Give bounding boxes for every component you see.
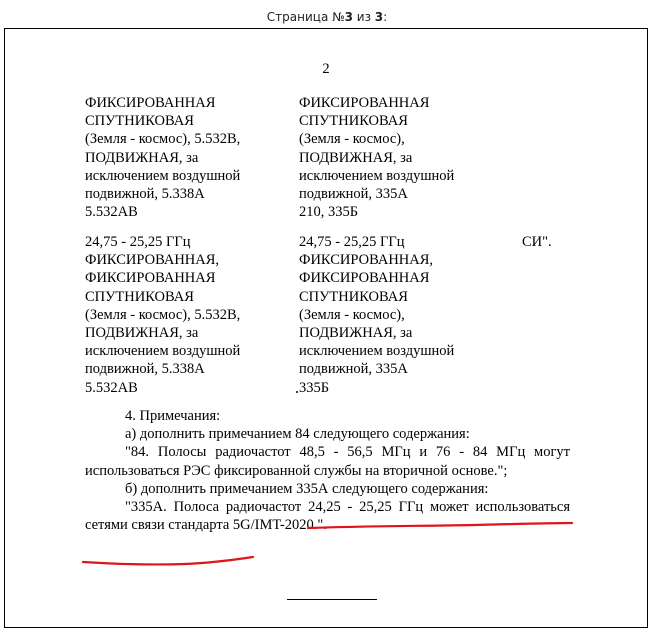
band-range-right: 24,75 - 25,25 ГГц [299, 234, 405, 250]
note-84-line-1: "84. Полосы радиочастот 48,5 - 56,5 МГц и 76 - 84 МГц могут [125, 444, 570, 461]
right-column-block-2 [299, 233, 454, 397]
left-column-block-2 [85, 233, 240, 397]
text-line: ФИКСИРОВАННАЯ [299, 95, 430, 111]
text-line: подвижной, 5.338А [85, 186, 205, 203]
page-label-mid: из [352, 10, 375, 24]
page-total: 3 [374, 10, 384, 24]
right-column-block-1 [299, 94, 454, 221]
page-number: 2 [322, 61, 330, 77]
text-line: исключением воздушной [299, 167, 455, 184]
text-line: ПОДВИЖНАЯ, за [299, 149, 413, 166]
note-84-line-2: использоваться РЭС фиксированной службы на вторичной основе."; [85, 462, 508, 479]
notes-section [85, 407, 570, 534]
text-line: ПОДВИЖНАЯ, за [85, 149, 199, 166]
text-line: ПОДВИЖНАЯ, за [85, 325, 199, 342]
text-line: (Земля - космос), 5.532В, [85, 306, 241, 323]
text-line: СПУТНИКОВАЯ [85, 113, 194, 130]
text-line: СПУТНИКОВАЯ [299, 113, 408, 130]
page-label-prefix: Страница № [266, 10, 345, 24]
note-a-text: а) дополнить примечанием 84 следующего содержания: [125, 426, 470, 443]
document-page [4, 28, 648, 628]
text-line: исключением воздушной [85, 167, 241, 184]
text-line: (Земля - космос), 5.532В, [85, 131, 241, 148]
note-335-line-1: "335А. Полоса радиочастот 24,25 - 25,25 ГГц может использоваться [125, 499, 570, 516]
note-b-text: б) дополнить примечанием 335А следующего содержания: [125, 480, 489, 497]
text-line: 335Б [299, 379, 330, 396]
text-line: исключением воздушной [85, 343, 241, 360]
text-line: (Земля - космос), [299, 131, 405, 148]
text-line: ФИКСИРОВАННАЯ [85, 95, 216, 111]
text-line: ФИКСИРОВАННАЯ, [85, 252, 220, 269]
text-line: подвижной, 335А [299, 186, 408, 203]
band-right-suffix: СИ". [522, 234, 552, 250]
text-line: ФИКСИРОВАННАЯ [85, 270, 216, 287]
note-335-line-2: сетями связи стандарта 5G/IMT-2020.". [85, 517, 327, 534]
text-line: 5.532АВ [85, 204, 138, 221]
text-line: 5.532АВ [85, 379, 138, 396]
stray-mark [296, 391, 298, 393]
underline-stroke-2 [83, 557, 253, 564]
text-line: ФИКСИРОВАННАЯ, [299, 252, 434, 269]
text-line: подвижной, 335А [299, 361, 408, 378]
left-column-block-1 [85, 94, 240, 221]
text-line: ПОДВИЖНАЯ, за [299, 325, 413, 342]
page-label-suffix: : [383, 10, 388, 24]
text-line: (Земля - космос), [299, 306, 405, 323]
band-range-left: 24,75 - 25,25 ГГц [85, 234, 191, 250]
text-line: 210, 335Б [299, 204, 359, 221]
text-line: СПУТНИКОВАЯ [85, 288, 194, 305]
text-line: подвижной, 5.338А [85, 361, 205, 378]
page-counter [0, 10, 654, 24]
text-line: СПУТНИКОВАЯ [299, 288, 408, 305]
notes-heading: 4. Примечания: [125, 408, 221, 424]
footer-divider [287, 599, 377, 600]
text-line: ФИКСИРОВАННАЯ [299, 270, 430, 287]
text-line: исключением воздушной [299, 343, 455, 360]
page-current: 3 [344, 10, 353, 24]
